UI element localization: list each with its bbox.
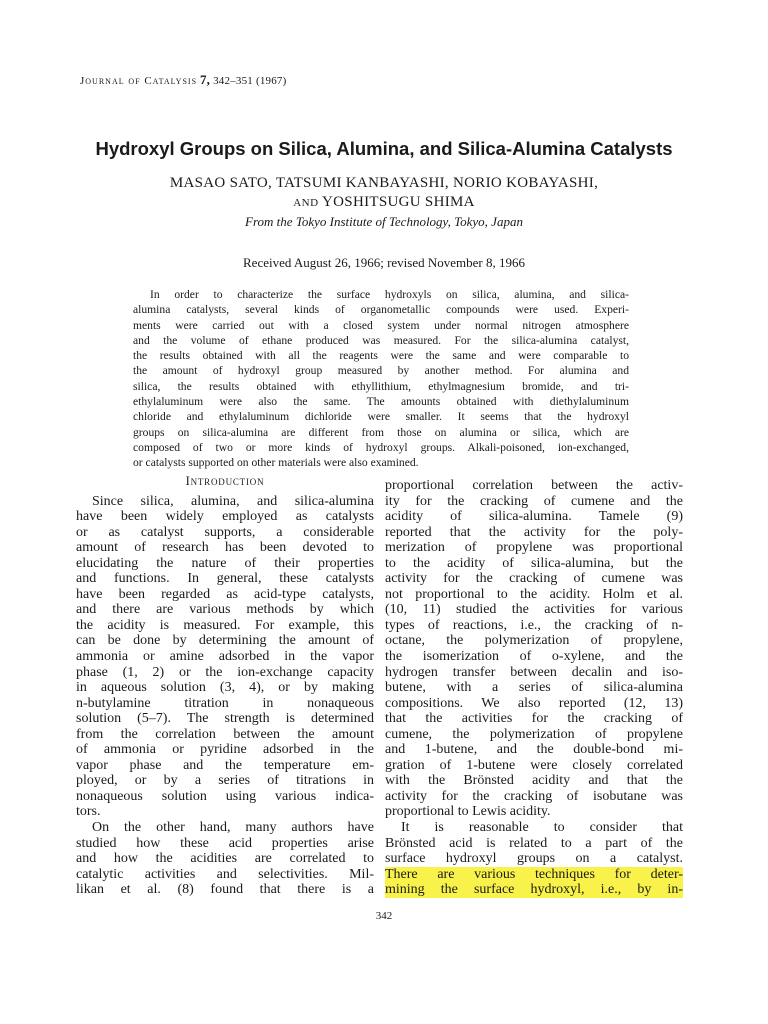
author-and: AND (293, 197, 319, 209)
body-line: reported that the activity for the poly- (385, 524, 683, 540)
body-line: acidity of silica-alumina. Tamele (9) (385, 509, 683, 525)
body-line: On the other hand, many authors have (92, 820, 374, 836)
left-column (76, 474, 374, 898)
abstract-line: silica, the results obtained with ethyllithium, ethylmagnesium bromide, and tri- (133, 379, 629, 393)
body-line: studied how these acid properties arise (76, 835, 374, 851)
body-line: to the acidity of silica-alumina, but the (385, 555, 683, 571)
affiliation: From the Tokyo Institute of Technology, Tokyo, Japan (245, 214, 523, 229)
article-title: Hydroxyl Groups on Silica, Alumina, and Silica-Alumina Catalysts (95, 138, 673, 159)
body-line: the acidity is measured. For example, this (76, 617, 374, 633)
abstract-line: the results obtained with all the reagents were the same and were comparable to (133, 349, 629, 363)
abstract-line: groups on silica-alumina are different from those on alumina or silica, which are (133, 425, 629, 439)
body-line: merization of propylene was proportional (385, 540, 683, 556)
body-line: (10, 11) studied the activities for various (385, 602, 683, 618)
body-line: likan et al. (8) found that there is a (76, 882, 374, 898)
body-line: vapor phase and the temperature em- (76, 757, 374, 773)
journal-citation (80, 72, 286, 88)
body-line: types of reactions, i.e., the cracking of n- (385, 617, 683, 633)
received-date: Received August 26, 1966; revised November 8, 1966 (243, 255, 525, 270)
body-line: gration of 1-butene were closely correlated (385, 757, 683, 773)
highlighted-line: There are various techniques for deter- (385, 866, 683, 882)
body-line: and 1-butene, and the double-bond mi- (385, 742, 683, 758)
body-line: of ammonia or pyridine adsorbed in the (76, 742, 374, 758)
body-line: n-butylamine titration in nonaqueous (76, 695, 374, 711)
body-line: in aqueous solution (3, 4), or by making (76, 680, 374, 696)
body-line: ployed, or by a series of titrations in (76, 773, 374, 789)
author-line-1: MASAO SATO, TATSUMI KANBAYASHI, NORIO KOBAYASHI, (169, 175, 599, 191)
body-line: that the activities for the cracking of (385, 711, 683, 727)
body-line: Since silica, alumina, and silica-alumina (92, 493, 374, 509)
body-line: or as catalyst supports, a considerable (76, 524, 374, 540)
body-line: and there are various methods by which (76, 602, 374, 618)
body-line: and how the acidities are correlated to (76, 851, 374, 867)
abstract-line: composed of two or more kinds of hydroxyl groups. Alkali-poisoned, ion-exchanged, (133, 440, 629, 454)
body-line: catalytic activities and selectivities. Mil- (76, 866, 374, 882)
abstract-line: ments were carried out with a closed system under normal nitrogen atmosphere (133, 318, 629, 332)
abstract-line: or catalysts supported on other materials were also examined. (133, 456, 419, 470)
right-column (385, 478, 683, 898)
body-line: the isomerization of o-xylene, and the (385, 649, 683, 665)
body-line: proportional correlation between the activ- (385, 478, 683, 493)
body-line: ammonia or amine adsorbed in the vapor (76, 649, 374, 665)
journal-volume: 7, (199, 72, 211, 87)
body-line: cumene, the polymerization of propylene (385, 726, 683, 742)
body-line: proportional to Lewis acidity. (385, 804, 551, 820)
body-line: solution (5–7). The strength is determined (76, 711, 374, 727)
journal-year: (1967) (255, 75, 287, 87)
body-line: octane, the polymerization of propylene, (385, 633, 683, 649)
body-line: activity for the cracking of isobutane was (385, 788, 683, 804)
body-line: It is reasonable to consider that (401, 820, 683, 836)
abstract-line: and the volume of ethane produced was measured. For the silica-alumina catalyst, (133, 333, 629, 347)
body-line: compositions. We also reported (12, 13) (385, 695, 683, 711)
body-line: ity for the cracking of cumene and the (385, 493, 683, 509)
body-line: with the Brönsted acidity and that the (385, 773, 683, 789)
abstract-line: alumina catalysts, several kinds of organometallic compounds were used. Experi- (133, 303, 629, 317)
body-line: Brönsted acid is related to a part of the (385, 835, 683, 851)
body-line: have been regarded as acid-type catalysts, (76, 586, 374, 602)
body-line: elucidating the nature of their properties (76, 555, 374, 571)
body-line: not proportional to the acidity. Holm et al. (385, 586, 683, 602)
body-line: tors. (76, 804, 101, 820)
abstract-line: the amount of hydroxyl group measured by another method. For alumina and (133, 364, 629, 378)
body-line: phase (1, 2) or the ion-exchange capacity (76, 664, 374, 680)
body-line: amount of research has been devoted to (76, 540, 374, 556)
body-line: have been widely employed as catalysts (76, 509, 374, 525)
body-line: from the correlation between the amount (76, 726, 374, 742)
abstract-line: ethylaluminum were also the same. The amounts obtained with diethylaluminum (133, 395, 629, 409)
page-number: 342 (375, 910, 393, 922)
body-line: and functions. In general, these catalysts (76, 571, 374, 587)
body-line: activity for the cracking of cumene was (385, 571, 683, 587)
body-line: nonaqueous solution using various indica- (76, 788, 374, 804)
body-line: can be done by determining the amount of (76, 633, 374, 649)
abstract (133, 287, 629, 471)
abstract-line: In order to characterize the surface hydroxyls on silica, alumina, and silica- (150, 288, 629, 301)
body-line: butene, with a series of silica-alumina (385, 680, 683, 696)
author-line-2: YOSHITSUGU SHIMA (322, 194, 475, 210)
journal-pages: 342–351 (213, 75, 253, 87)
author-list (0, 174, 768, 213)
section-heading-introduction: Introduction (185, 474, 265, 488)
journal-name: Journal of Catalysis (80, 75, 198, 87)
highlighted-line: mining the surface hydroxyl, i.e., by in- (385, 882, 683, 898)
body-line: hydrogen transfer between decalin and iso- (385, 664, 683, 680)
abstract-line: chloride and ethylaluminum dichloride were smaller. It seems that the hydroxyl (133, 410, 629, 424)
body-line: surface hydroxyl groups on a catalyst. (385, 851, 683, 867)
